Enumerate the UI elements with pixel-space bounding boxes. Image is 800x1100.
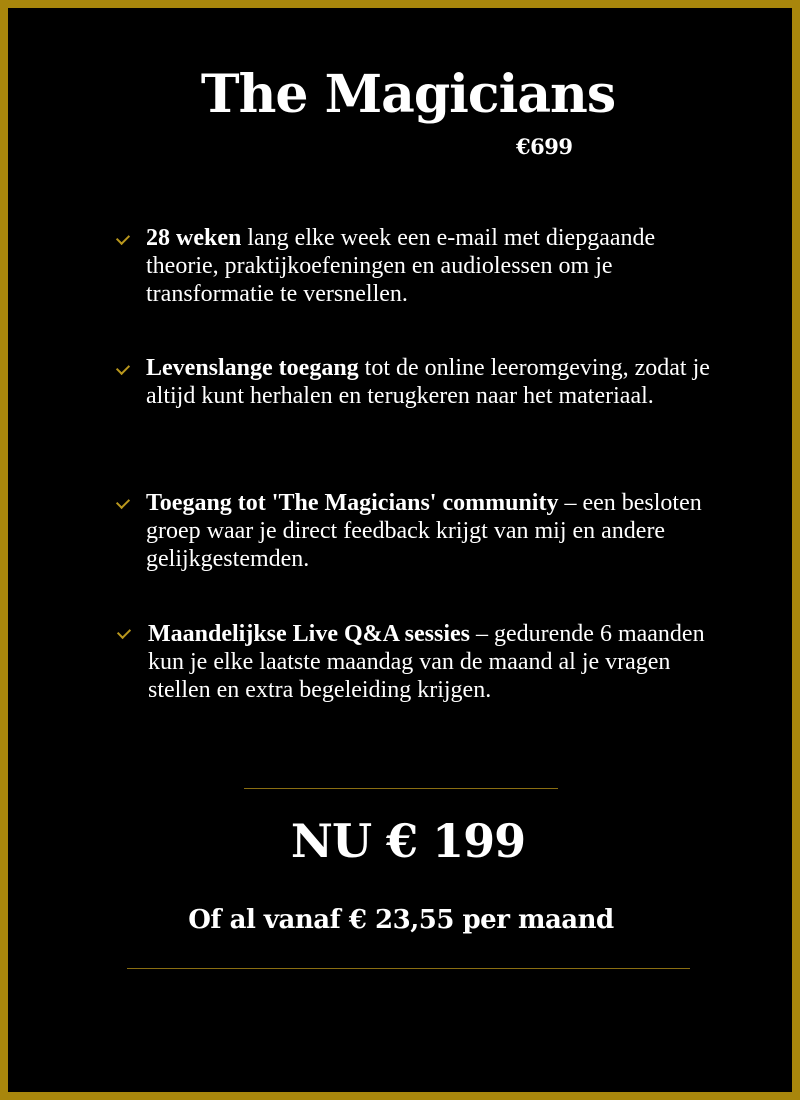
feature-highlight: 28 weken: [146, 225, 242, 251]
current-price: NU € 199: [290, 814, 526, 868]
checkmark-icon: [116, 361, 130, 375]
feature-item: [148, 620, 708, 704]
feature-item: [146, 224, 706, 308]
card-title: The Magicians: [200, 64, 616, 125]
old-price: €699: [516, 134, 573, 159]
monthly-offer: Of al vanaf € 23,55 per maand: [188, 905, 614, 935]
feature-text: tot de online leeromgeving, zodat je altijd kunt herhalen en terugkeren naar het materiaal.: [146, 355, 710, 409]
divider-bottom: [127, 968, 690, 969]
checkmark-icon: [116, 495, 130, 509]
feature-text: lang elke week een e-mail met diepgaande theorie, praktijkoefeningen en audiolessen om je transformatie te versnellen.: [146, 225, 656, 307]
feature-item: [146, 489, 736, 573]
divider-top: [244, 788, 558, 789]
feature-highlight: Levenslange toegang: [146, 355, 359, 381]
feature-item: [146, 354, 716, 410]
feature-highlight: Toegang tot 'The Magicians' community: [146, 490, 559, 516]
feature-text: – gedurende 6 maanden kun je elke laatste maandag van de maand al je vragen stellen en extra begeleiding krijgen.: [148, 621, 705, 703]
feature-highlight: Maandelijkse Live Q&A sessies: [148, 621, 470, 647]
checkmark-icon: [116, 231, 130, 245]
feature-text: – een besloten groep waar je direct feedback krijgt van mij en andere gelijkgestemden.: [146, 490, 702, 572]
checkmark-icon: [117, 625, 131, 639]
